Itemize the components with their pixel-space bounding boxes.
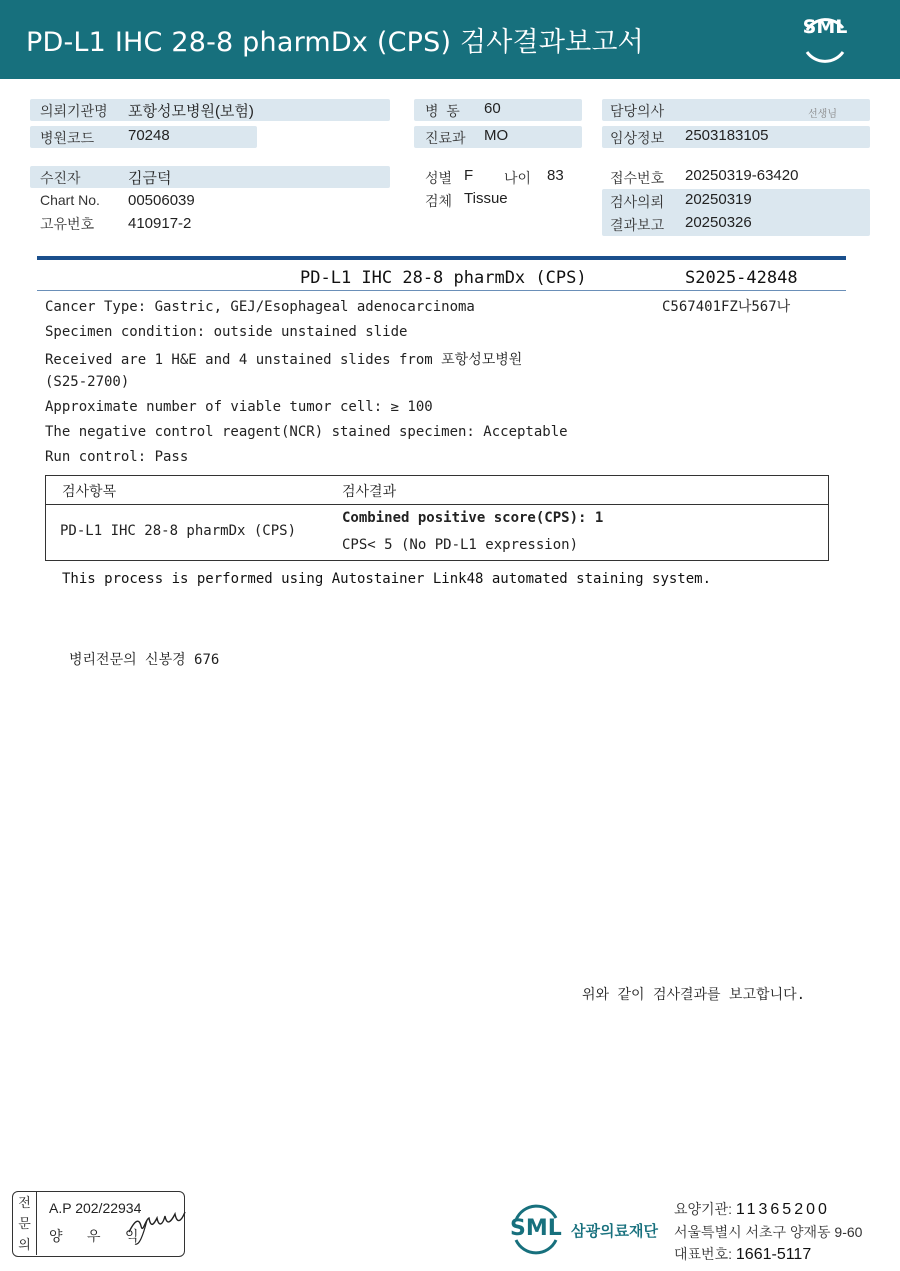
cps-interpretation: CPS< 5 (No PD-L1 expression) (342, 537, 579, 553)
cps-score: Combined positive score(CPS): 1 (342, 510, 604, 526)
result-table (45, 475, 829, 561)
doctor-suffix: 선생님 (808, 109, 837, 120)
report-line: (S25-2700) (45, 374, 130, 390)
ward-value: 60 (484, 100, 501, 117)
clinical-label: 임상정보 (610, 130, 665, 146)
age-label: 나이 (504, 170, 532, 186)
stamp-license: A.P 202/22934 (49, 1200, 142, 1216)
report-line: The negative control reagent(NCR) stained specimen: Acceptable (45, 424, 568, 440)
stamp-side-label (13, 1192, 37, 1255)
footer-institution-code (674, 1199, 830, 1219)
report-code: C567401FZ나567나 (662, 299, 791, 315)
footer-phone-value: 1661-5117 (735, 1246, 812, 1263)
chart-label: Chart No. (40, 192, 100, 208)
table-header-item: 검사항목 (62, 484, 117, 500)
institution-label: 의뢰기관명 (40, 103, 108, 119)
report-number: S2025-42848 (685, 268, 798, 288)
dept-value: MO (484, 127, 509, 144)
clinical-value: 2503183105 (685, 127, 769, 144)
hospital-code-label: 병원코드 (40, 130, 95, 146)
table-header-divider (46, 504, 828, 505)
ward-label: 병 동 (425, 103, 460, 119)
title-underline (37, 290, 846, 291)
header-logo-text: SML (802, 16, 848, 38)
report-line: Received are 1 H&E and 4 unstained slides from 포항성모병원 (45, 352, 523, 368)
closing-statement: 위와 같이 검사결과를 보고합니다. (582, 987, 806, 1003)
sex-value: F (464, 167, 474, 184)
stamp-char: 전 (18, 1196, 31, 1211)
pathologist: 병리전문의 신봉경 676 (69, 652, 220, 668)
report-header (0, 0, 900, 79)
specimen-label: 검체 (425, 193, 453, 209)
stamp-name: 양 우 익 (49, 1229, 149, 1245)
report-line: Specimen condition: outside unstained slide (45, 324, 408, 340)
footer-code-label: 요양기관: (674, 1201, 736, 1217)
hospital-code-value: 70248 (128, 127, 170, 144)
age-value: 83 (547, 167, 564, 184)
receipt-label: 접수번호 (610, 170, 665, 186)
stamp-char: 문 (18, 1217, 31, 1232)
patient-label: 수진자 (40, 170, 81, 186)
doctor-label: 담당의사 (610, 103, 665, 119)
patient-value: 김금덕 (128, 170, 172, 187)
dept-label: 진료과 (425, 130, 466, 146)
footer-logo-text: SML (510, 1216, 562, 1241)
report-title: PD-L1 IHC 28-8 pharmDx (CPS) 검사결과보고서 (26, 27, 644, 58)
report-date-value: 20250326 (685, 214, 752, 231)
process-note: This process is performed using Autostainer Link48 automated staining system. (62, 571, 712, 587)
report-line: Run control: Pass (45, 449, 189, 465)
specimen-value: Tissue (464, 190, 508, 207)
footer-code-value: 11365200 (735, 1201, 830, 1218)
footer-phone-label: 대표번호: (674, 1246, 736, 1262)
footer-org-name: 삼광의료재단 (571, 1222, 658, 1240)
id-value: 410917-2 (128, 215, 192, 232)
table-header-result: 검사결과 (342, 484, 397, 500)
request-value: 20250319 (685, 191, 752, 208)
sex-label: 성별 (425, 170, 453, 186)
report-line: Cancer Type: Gastric, GEJ/Esophageal adenocarcinoma (45, 299, 475, 315)
signature-icon (125, 1200, 189, 1250)
footer-phone (674, 1244, 811, 1264)
report-test-title: PD-L1 IHC 28-8 pharmDx (CPS) (300, 268, 587, 288)
receipt-value: 20250319-63420 (685, 167, 799, 184)
table-item-name: PD-L1 IHC 28-8 pharmDx (CPS) (60, 523, 297, 539)
id-label: 고유번호 (40, 216, 95, 232)
request-label: 검사의뢰 (610, 194, 665, 210)
report-date-label: 결과보고 (610, 217, 665, 233)
signature-stamp (12, 1191, 185, 1257)
footer-address: 서울특별시 서초구 양재동 9-60 (674, 1224, 863, 1240)
patient-row (30, 166, 390, 188)
report-line: Approximate number of viable tumor cell: ≥ 100 (45, 399, 433, 415)
chart-value: 00506039 (128, 192, 195, 209)
institution-value: 포항성모병원(보험) (128, 103, 254, 120)
stamp-char: 의 (18, 1238, 31, 1253)
section-divider (37, 256, 846, 260)
